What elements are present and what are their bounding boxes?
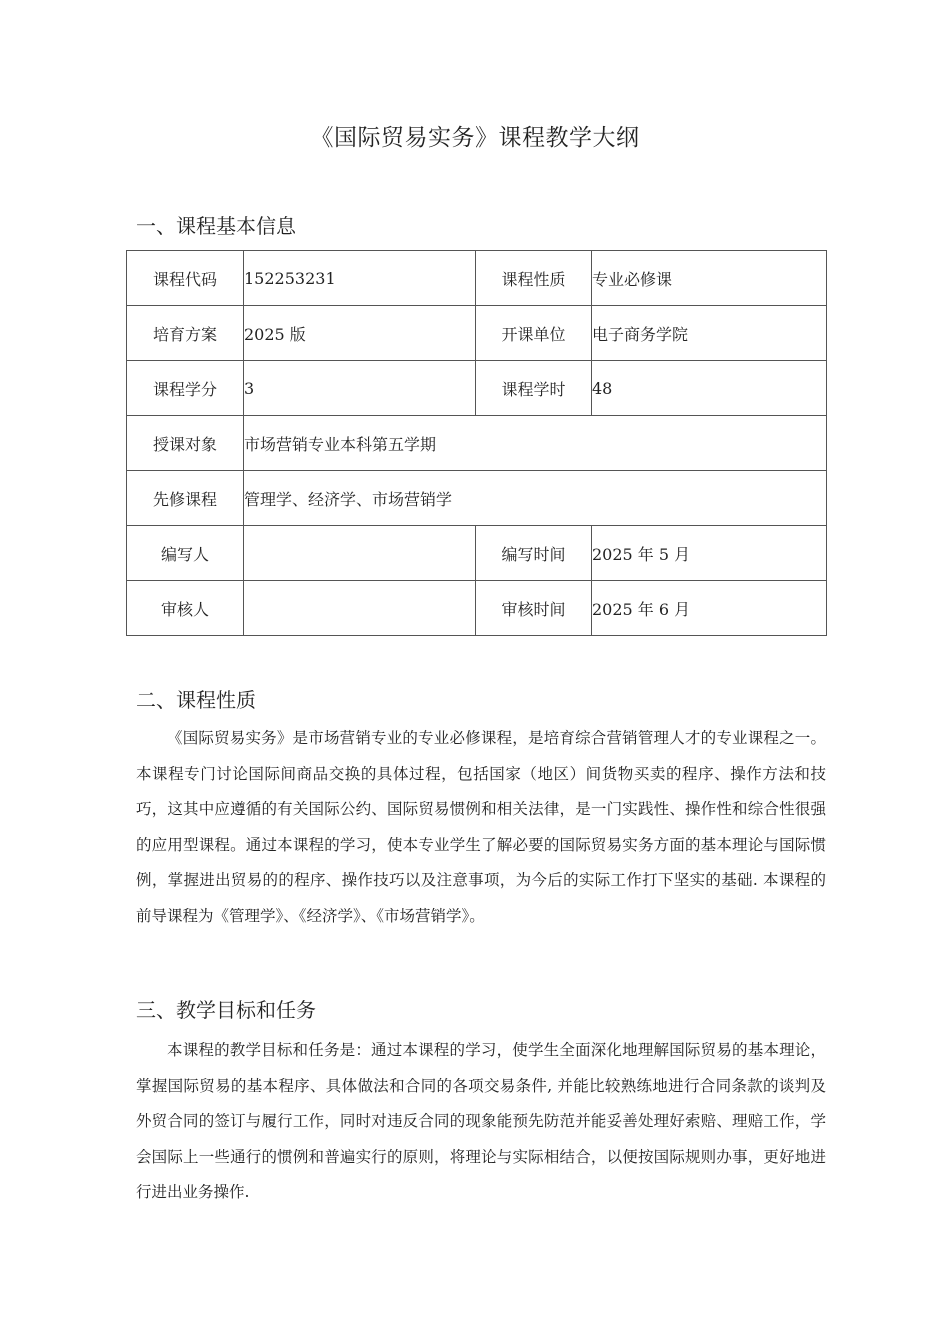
goals-paragraph: 本课程的教学目标和任务是：通过本课程的学习，使学生全面深化地理解国际贸易的基本理论，掌握国际贸易的基本程序、具体做法和合同的各项交易条件, 并能比较熟练地进行合同条款的谈判及外贸合同的签订与履行工作，同时对违反合同的现象能预先防范并能妥善处理好索赔、理赔工作，学会国际上一些通行的惯例和普遍实行的原则，将理论与实际相结合，以便按国际规则办事，更好地进行进出业务操作. <box>136 1041 826 1201</box>
table-row <box>127 416 827 471</box>
table-row <box>127 251 827 306</box>
course-nature-value: 专业必修课 <box>592 251 827 306</box>
course-nature-label: 课程性质 <box>476 251 592 306</box>
reviewer-value <box>244 581 476 636</box>
offering-unit-value: 电子商务学院 <box>592 306 827 361</box>
training-plan-label: 培育方案 <box>127 306 244 361</box>
table-row <box>127 306 827 361</box>
hours-value: 48 <box>592 361 827 416</box>
table-row <box>127 526 827 581</box>
write-time-value: 2025 年 5 月 <box>592 526 827 581</box>
section-heading-goals: 三、教学目标和任务 <box>136 998 316 1022</box>
credit-value: 3 <box>244 361 476 416</box>
training-plan-value: 2025 版 <box>244 306 476 361</box>
section-heading-basic-info: 一、课程基本信息 <box>136 214 296 238</box>
audience-label: 授课对象 <box>127 416 244 471</box>
credit-label: 课程学分 <box>127 361 244 416</box>
section-heading-course-nature: 二、课程性质 <box>136 688 256 712</box>
offering-unit-label: 开课单位 <box>476 306 592 361</box>
review-time-value: 2025 年 6 月 <box>592 581 827 636</box>
review-time-label: 审核时间 <box>476 581 592 636</box>
course-code-value: 152253231 <box>244 251 476 306</box>
course-code-label: 课程代码 <box>127 251 244 306</box>
hours-label: 课程学时 <box>476 361 592 416</box>
table-row <box>127 361 827 416</box>
author-value <box>244 526 476 581</box>
prerequisite-label: 先修课程 <box>127 471 244 526</box>
table-row <box>127 471 827 526</box>
write-time-label: 编写时间 <box>476 526 592 581</box>
author-label: 编写人 <box>127 526 244 581</box>
table-row <box>127 581 827 636</box>
course-nature-paragraph: 《国际贸易实务》是市场营销专业的专业必修课程，是培育综合营销管理人才的专业课程之一。本课程专门讨论国际间商品交换的具体过程，包括国家（地区）间货物买卖的程序、操作方法和技巧，这其中应遵循的有关国际公约、国际贸易惯例和相关法律，是一门实践性、操作性和综合性很强的应用型课程。通过本课程的学习，使本专业学生了解必要的国际贸易实务方面的基本理论与国际惯例，掌握进出贸易的的程序、操作技巧以及注意事项，为今后的实际工作打下坚实的基础. 本课程的前导课程为《管理学》、《经济学》、《市场营销学》。 <box>136 729 826 925</box>
audience-value: 市场营销专业本科第五学期 <box>244 416 827 471</box>
document-title: 《国际贸易实务》课程教学大纲 <box>310 125 640 151</box>
prerequisite-value: 管理学、经济学、市场营销学 <box>244 471 827 526</box>
reviewer-label: 审核人 <box>127 581 244 636</box>
course-info-table <box>126 250 827 636</box>
